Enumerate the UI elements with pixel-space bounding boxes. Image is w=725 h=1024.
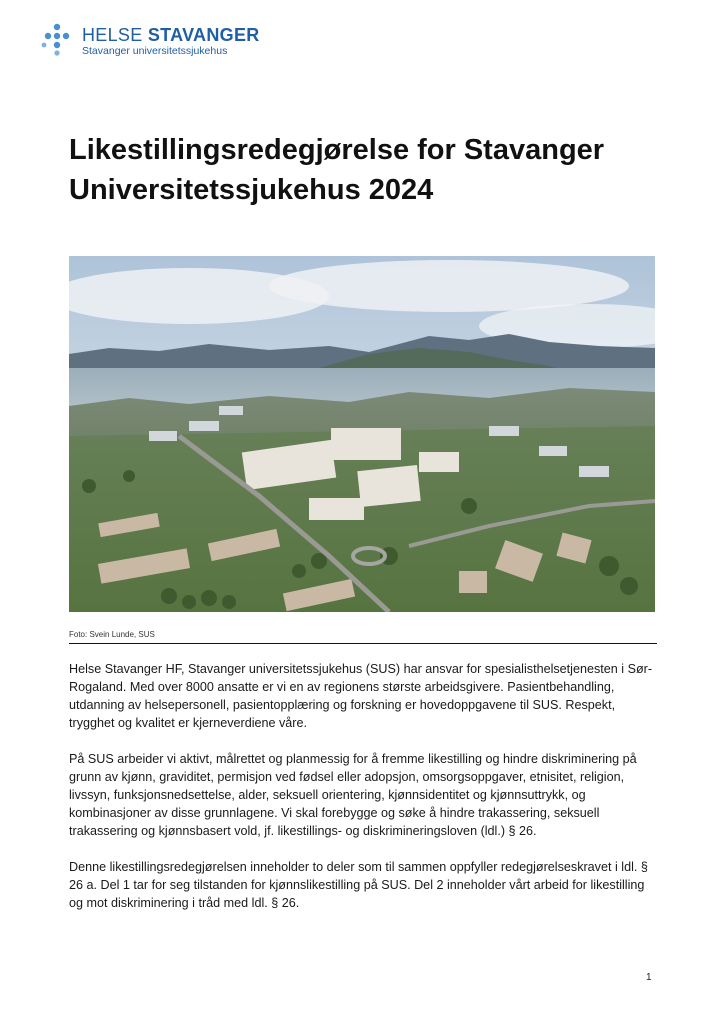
- logo-subtitle: Stavanger universitetssjukehus: [82, 45, 228, 57]
- paragraph-intro: Helse Stavanger HF, Stavanger universitetssjukehus (SUS) har ansvar for spesialisthelsetjenesten i Sør-Rogaland. Med over 8000 ansatte er vi en av regionens største arbeidsgivere. Pasientbehandling, utdanning av helsepersonell, pasientopplæring og forskning er hovedoppgavene til SUS. Respekt, trygghet og kvalitet er kjerneverdiene våre.: [69, 662, 653, 730]
- page-number: 1: [646, 972, 652, 983]
- photo-caption: Foto: Svein Lunde, SUS: [69, 630, 155, 639]
- body-text: [69, 660, 653, 930]
- hospital-aerial-photo: [69, 256, 655, 612]
- caption-divider: [69, 643, 657, 644]
- helse-stavanger-logo: [40, 22, 260, 58]
- paragraph-report-structure: Denne likestillingsredegjørelsen inneholder to deler som til sammen oppfyller redegjørelseskravet i ldl. § 26 a. Del 1 tar for seg tilstanden for kjønnslikestilling på SUS. Del 2 inneholder vårt arbeid for likestilling og mot diskriminering i tråd med ldl. § 26.: [69, 860, 648, 910]
- document-title: Likestillingsredegjørelse for Stavanger Universitetssjukehus 2024: [69, 134, 605, 206]
- logo-title: HELSE STAVANGER: [82, 25, 260, 45]
- logo-dots-icon: [40, 22, 76, 58]
- paragraph-equality-work: På SUS arbeider vi aktivt, målrettet og planmessig for å fremme likestilling og hindre diskriminering på grunn av kjønn, graviditet, permisjon ved fødsel eller adopsjon, omsorgsoppgaver, etnisitet, religion, livssyn, funksjonsnedsettelse, alder, seksuell orientering, kjønnsidentitet og kjønnsuttrykk, og kombinasjoner av disse grunnlagene. Vi skal forebygge og søke å hindre trakassering, seksuell trakassering og kjønnsbasert vold, jf. likestillings- og diskrimineringsloven (ldl.) § 26.: [69, 752, 637, 838]
